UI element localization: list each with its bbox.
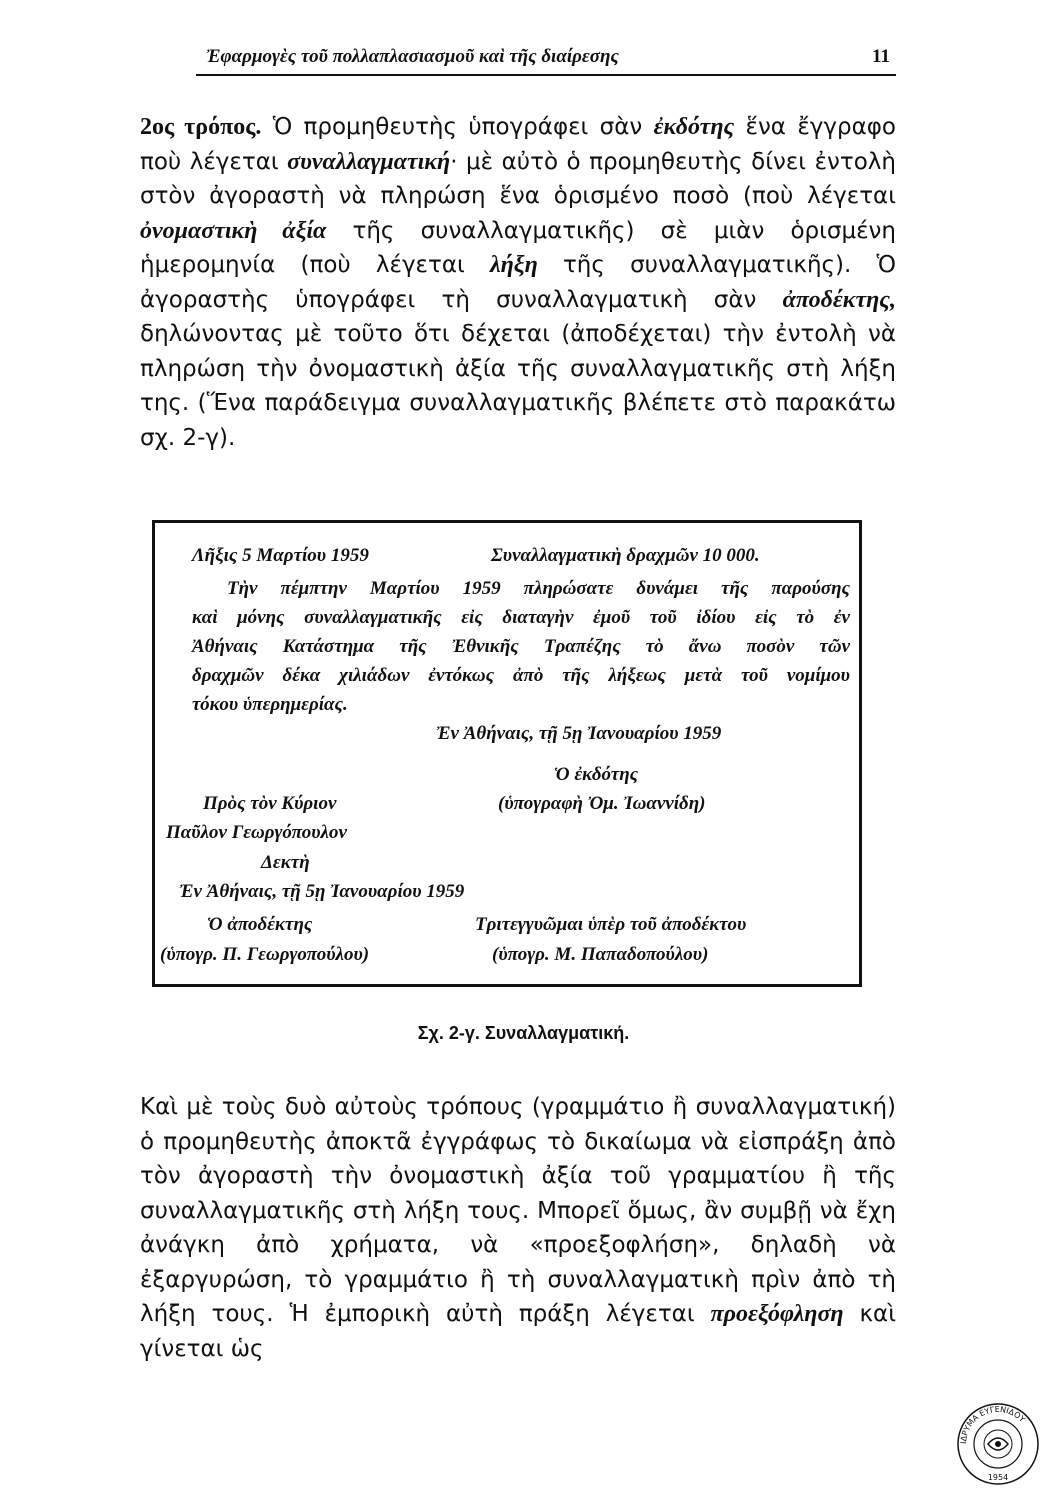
bill-place-date: Ἐν Ἀθήναις, τῇ 5ῃ Ἰανουαρίου 1959 [436, 723, 722, 744]
running-header [196, 44, 896, 76]
text-run: καὶ γίνεται ὡς [140, 1301, 896, 1362]
bill-body-line: δραχμῶν δέκα χιλιάδων ἐντόκως ἀπὸ τῆς λήξεως μετὰ τοῦ νομίμου [192, 665, 850, 686]
seal-year: 1954 [987, 1473, 1009, 1482]
guarantor-label: Τριτεγγυῶμαι ὑπὲρ τοῦ ἀποδέκτου [475, 914, 747, 935]
term-acceptor: ἀποδέκτης, [782, 286, 896, 313]
term-bill-of-exchange: συναλλαγματική [287, 148, 451, 175]
bill-body-last: τόκου ὑπερημερίας. [192, 694, 348, 715]
term-maturity: λήξη [489, 252, 538, 278]
addressee-line-2: Παῦλον Γεωργόπουλον [166, 822, 347, 843]
text-run: τῆς συναλλαγματικῆς) σὲ μιὰν ὁρισμένη ἡμερομηνία (ποὺ λέγεται [140, 217, 896, 278]
page-number: 11 [872, 46, 890, 67]
text-run: Καὶ μὲ τοὺς δυὸ αὐτοὺς τρόπους (γραμμάτιο ἢ συναλλαγματική) ὁ προμηθευτὴς ἀποκτᾶ ἐγγράφως τὸ δικαίωμα νὰ εἰσπράξη ἀπὸ τὸν ἀγοραστὴ τὴν ὀνομαστικὴ ἀξία τοῦ γραμματίου ἢ τῆς συναλλαγματικῆς στὴ λήξη τους. Μπορεῖ ὅμως, ἂν συμβῇ νὰ ἔχη ἀνάγκη ἀπὸ χρήματα, νὰ «προεξοφλήση», δηλαδὴ νὰ ἐξαργυρώση, τὸ γραμμάτιο ἢ τὴ συναλλαγματικὴ πρὶν ἀπὸ τὴ λήξη τους. Ἡ ἐμπορικὴ αὐτὴ πράξη λέγεται [140, 1094, 896, 1327]
addressee-line-1: Πρὸς τὸν Κύριον [203, 793, 337, 814]
drawer-signature: (ὑπογραφὴ Ὀμ. Ἰωαννίδη) [498, 793, 706, 814]
bill-body-line: Ἀθήναις Κατάστημα τῆς Ἐθνικῆς Τραπέζης τὸ ἄνω ποσὸν τῶν [192, 636, 850, 657]
header-title: Ἐφαρμογὲς τοῦ πολλαπλασιασμοῦ καὶ τῆς διαίρεσης [206, 46, 619, 67]
bill-amount: Συναλλαγματικὴ δραχμῶν 10 000. [491, 545, 760, 566]
accepted-label: Δεκτὴ [261, 852, 310, 873]
text-run: ἕνα ἔγγραφο ποὺ λέγεται [140, 114, 896, 175]
term-face-value: ὀνομαστικὴ ἀξία [140, 217, 327, 244]
term-discounting: προεξόφληση [710, 1301, 844, 1327]
paragraph-lead: 2ος τρόπος. [140, 114, 262, 140]
guarantor-signature: (ὑπογρ. Μ. Παπαδοπούλου) [492, 944, 709, 965]
bill-body-line: καὶ μόνης συναλλαγματικῆς εἰς διαταγὴν ἐμοῦ τοῦ ἰδίου εἰς τὸ ἐν [192, 607, 850, 628]
foundation-seal-icon [956, 1402, 1040, 1486]
paragraph-method-2 [140, 110, 896, 455]
drawer-label: Ὁ ἐκδότης [554, 764, 639, 785]
text-run: · μὲ αὐτὸ ὁ προμηθευτὴς δίνει ἐντολὴ στὸν ἀγοραστὴ νὰ πληρώση ἕνα ὁρισμένο ποσὸ (ποὺ λέγεται [140, 148, 896, 209]
bill-body-line: Τὴν πέμπτην Μαρτίου 1959 πληρώσατε δυνάμει τῆς παρούσης [227, 578, 850, 599]
figure-caption: Σχ. 2-γ. Συναλλαγματική. [417, 1023, 630, 1043]
bill-maturity: Λῆξις 5 Μαρτίου 1959 [192, 545, 369, 566]
text-run: δηλώνοντας μὲ τοῦτο ὅτι δέχεται (ἀποδέχεται) τὴν ἐντολὴ νὰ πληρώση τὴν ὀνομαστικὴ ἀξία τῆς συναλλαγματικῆς στὴ λήξη της. (Ἕνα παράδειγμα συναλλαγματικῆς βλέπετε στὸ παρακάτω σχ. 2-γ). [140, 321, 896, 451]
acceptor-signature: (ὑπογρ. Π. Γεωργοπούλου) [160, 944, 370, 965]
bill-of-exchange-figure [152, 520, 862, 987]
text-run: Ὁ προμηθευτὴς ὑπογράφει σὰν [261, 114, 654, 140]
term-drawer: ἐκδότης [653, 114, 735, 140]
acceptor-label: Ὁ ἀποδέκτης [207, 914, 313, 935]
acceptance-date: Ἐν Ἀθήναις, τῇ 5ῃ Ἰανουαρίου 1959 [179, 881, 465, 902]
text-run: τῆς συναλλαγματικῆς). Ὁ ἀγοραστὴς ὑπογράφει τὴ συναλλαγματικὴ σὰν [140, 252, 897, 313]
seal-arc-text: ΙΔΡΥΜΑ ΕΥΓΕΝΙΔΟΥ [958, 1404, 1027, 1445]
paragraph-discounting [140, 1090, 896, 1366]
svg-text:ΙΔΡΥΜΑ ΕΥΓΕΝΙΔΟΥ [959, 1405, 1027, 1444]
